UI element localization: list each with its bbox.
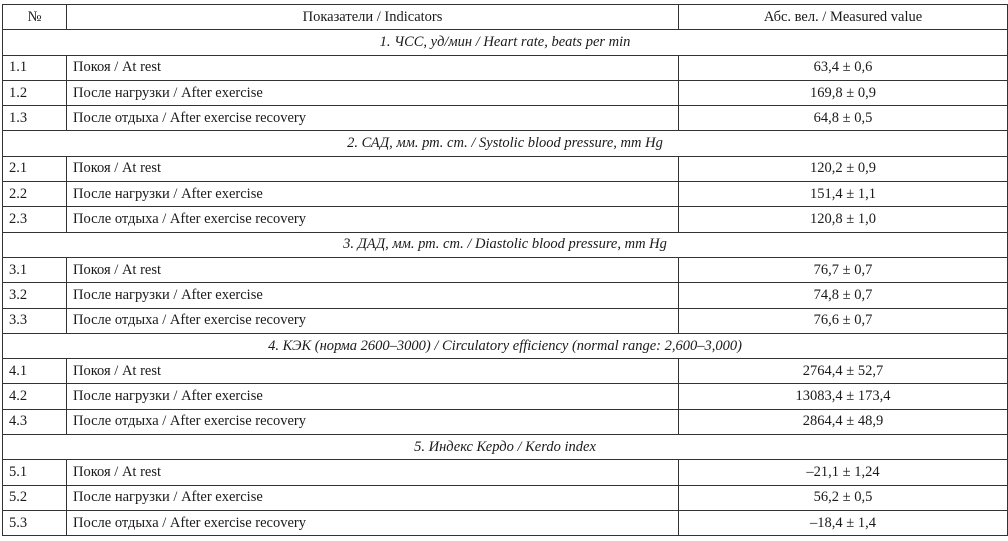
table-row <box>3 106 1008 131</box>
section-title: 5. Индекс Кердо / Kerdo index <box>3 435 1008 460</box>
section-title: 2. САД, мм. рт. ст. / Systolic blood pressure, mm Hg <box>3 131 1008 156</box>
table-row <box>3 80 1008 105</box>
table-row <box>3 460 1008 485</box>
section-header-row <box>3 333 1008 358</box>
table-row <box>3 156 1008 181</box>
table-row <box>3 257 1008 282</box>
row-number: 5.1 <box>3 460 67 485</box>
row-indicator: После отдыха / After exercise recovery <box>67 106 679 131</box>
section-title: 3. ДАД, мм. рт. ст. / Diastolic blood pressure, mm Hg <box>3 232 1008 257</box>
table-row <box>3 308 1008 333</box>
row-value: 13083,4 ± 173,4 <box>679 384 1008 409</box>
row-value: 56,2 ± 0,5 <box>679 485 1008 510</box>
row-indicator: После отдыха / After exercise recovery <box>67 510 679 535</box>
row-indicator: Покоя / At rest <box>67 359 679 384</box>
row-value: 76,7 ± 0,7 <box>679 257 1008 282</box>
row-number: 3.2 <box>3 283 67 308</box>
header-row <box>3 5 1008 30</box>
row-value: 64,8 ± 0,5 <box>679 106 1008 131</box>
section-header-row <box>3 131 1008 156</box>
row-number: 3.1 <box>3 257 67 282</box>
row-value: 74,8 ± 0,7 <box>679 283 1008 308</box>
row-indicator: После нагрузки / After exercise <box>67 80 679 105</box>
table-row <box>3 510 1008 535</box>
section-header-row <box>3 435 1008 460</box>
row-number: 2.3 <box>3 207 67 232</box>
header-indicator: Показатели / Indicators <box>67 5 679 30</box>
table-header <box>3 5 1008 30</box>
row-value: 2864,4 ± 48,9 <box>679 409 1008 434</box>
row-indicator: После нагрузки / After exercise <box>67 384 679 409</box>
row-value: –18,4 ± 1,4 <box>679 510 1008 535</box>
table-row <box>3 485 1008 510</box>
row-indicator: Покоя / At rest <box>67 460 679 485</box>
table-row <box>3 283 1008 308</box>
section-header-row <box>3 232 1008 257</box>
row-value: 120,2 ± 0,9 <box>679 156 1008 181</box>
indicators-table <box>2 4 1008 536</box>
row-indicator: Покоя / At rest <box>67 257 679 282</box>
row-number: 1.2 <box>3 80 67 105</box>
row-value: 120,8 ± 1,0 <box>679 207 1008 232</box>
row-value: 169,8 ± 0,9 <box>679 80 1008 105</box>
row-value: –21,1 ± 1,24 <box>679 460 1008 485</box>
table-row <box>3 182 1008 207</box>
row-value: 151,4 ± 1,1 <box>679 182 1008 207</box>
row-number: 1.1 <box>3 55 67 80</box>
row-number: 2.1 <box>3 156 67 181</box>
row-indicator: Покоя / At rest <box>67 156 679 181</box>
row-number: 5.3 <box>3 510 67 535</box>
section-title: 1. ЧСС, уд/мин / Heart rate, beats per min <box>3 30 1008 55</box>
row-indicator: После отдыха / After exercise recovery <box>67 409 679 434</box>
section-title: 4. КЭК (норма 2600–3000) / Circulatory efficiency (normal range: 2,600–3,000) <box>3 333 1008 358</box>
header-value: Абс. вел. / Measured value <box>679 5 1008 30</box>
table-row <box>3 55 1008 80</box>
section-header-row <box>3 30 1008 55</box>
row-number: 4.1 <box>3 359 67 384</box>
row-number: 4.3 <box>3 409 67 434</box>
row-indicator: После нагрузки / After exercise <box>67 485 679 510</box>
row-number: 5.2 <box>3 485 67 510</box>
row-indicator: После нагрузки / After exercise <box>67 283 679 308</box>
row-number: 3.3 <box>3 308 67 333</box>
table-row <box>3 384 1008 409</box>
row-value: 76,6 ± 0,7 <box>679 308 1008 333</box>
row-value: 2764,4 ± 52,7 <box>679 359 1008 384</box>
row-value: 63,4 ± 0,6 <box>679 55 1008 80</box>
table-row <box>3 207 1008 232</box>
row-indicator: После отдыха / After exercise recovery <box>67 207 679 232</box>
row-number: 2.2 <box>3 182 67 207</box>
header-num: № <box>3 5 67 30</box>
row-number: 4.2 <box>3 384 67 409</box>
table-row <box>3 409 1008 434</box>
row-indicator: После отдыха / After exercise recovery <box>67 308 679 333</box>
row-number: 1.3 <box>3 106 67 131</box>
table-row <box>3 359 1008 384</box>
row-indicator: После нагрузки / After exercise <box>67 182 679 207</box>
table-body <box>3 30 1008 536</box>
row-indicator: Покоя / At rest <box>67 55 679 80</box>
